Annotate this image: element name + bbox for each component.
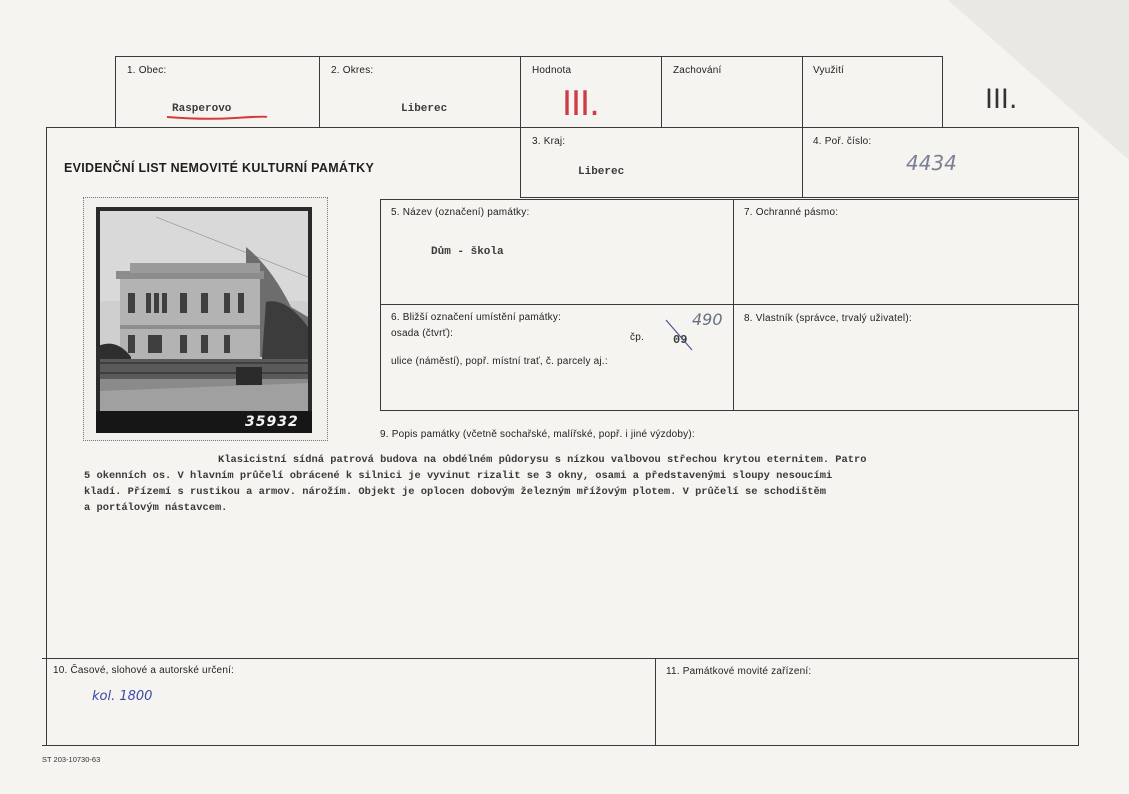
vyuziti-label: Využití [813, 65, 845, 76]
kraj-value: Liberec [578, 166, 625, 178]
popis-line-4: a portálovým nástavcem. [84, 502, 228, 514]
okres-label: 2. Okres: [331, 65, 374, 76]
corner-mark: III. [985, 84, 1018, 115]
popis-line-3: kladí. Přízemí s rustikou a armov. nárožím. Objekt je oplocen dobovým železným mřížovým plotem. V průčelí se schodištěm [84, 486, 827, 498]
cp-label: čp. [630, 332, 644, 343]
urceni-label: 10. Časové, slohové a autorské určení: [53, 665, 235, 676]
popis-label: 9. Popis památky (včetně sochařské, malířské, popř. i jiné výzdoby): [380, 429, 695, 440]
umisteni-label: 6. Bližší označení umístění památky: [391, 312, 562, 323]
hodnota-value: III. [562, 84, 599, 124]
obec-label: 1. Obec: [127, 65, 167, 76]
zarizeni-label: 11. Památkové movité zařízení: [666, 666, 812, 677]
cp-strike [664, 318, 694, 352]
obec-value: Rasperovo [172, 103, 232, 115]
nazev-value: Dům - škola [431, 246, 504, 258]
red-underline [165, 113, 269, 121]
vlastnik-label: 8. Vlastník (správce, trvalý uživatel): [744, 313, 912, 324]
photo-number: 35932 [245, 414, 299, 430]
urceni-value: kol. 1800 [92, 689, 153, 704]
popis-line-2: 5 okenních os. V hlavním průčelí obrácené k silnici je vyvinut rizalit se 3 okny, osami a představenými sloupy nesoucími [84, 470, 833, 482]
osada-label: osada (čtvrť): [391, 328, 454, 339]
por-cislo-value: 4434 [906, 151, 957, 175]
popis-line-1: Klasicistní sídná patrová budova na obdélném půdorysu s nízkou valbovou střechou krytou eternitem. Patro [218, 454, 867, 466]
form-code: ST 203-10730-63 [42, 755, 101, 764]
form-title: EVIDENČNÍ LIST NEMOVITÉ KULTURNÍ PAMÁTKY [64, 161, 375, 175]
nazev-label: 5. Název (označení) památky: [391, 207, 530, 218]
kraj-label: 3. Kraj: [532, 136, 566, 147]
ulice-label: ulice (náměstí), popř. místní trať, č. parcely aj.: [391, 356, 608, 367]
okres-value: Liberec [401, 103, 448, 115]
cp-handwritten: 490 [692, 310, 723, 329]
zachovani-label: Zachování [673, 65, 722, 76]
hodnota-label: Hodnota [532, 65, 572, 76]
photo-frame [83, 197, 328, 441]
por-cislo-label: 4. Poř. číslo: [813, 136, 872, 147]
building-photo [96, 207, 312, 433]
pasmo-label: 7. Ochranné pásmo: [744, 207, 839, 218]
cp-value: 09 [673, 333, 688, 347]
